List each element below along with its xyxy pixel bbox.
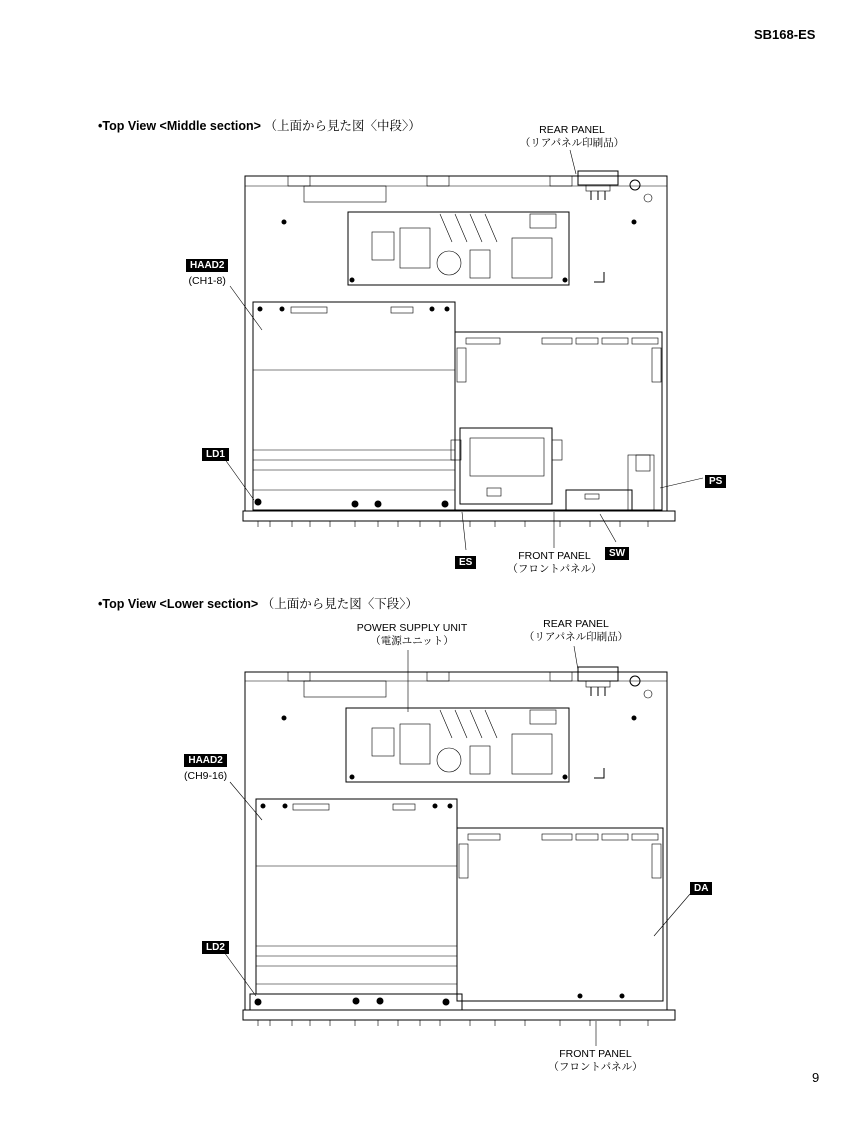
middle-rear-panel-leader: [570, 150, 576, 174]
lower-screw: [353, 998, 359, 1004]
middle-right-bracket: [652, 348, 661, 382]
lower-screw: [443, 999, 449, 1005]
middle-corner-mark: [594, 272, 604, 282]
lower-psu-relay: [530, 710, 556, 724]
lower-front-panel-text: FRONT PANEL: [559, 1048, 632, 1060]
middle-rear-connector: [578, 171, 618, 185]
middle-sw-tag: SW: [605, 547, 629, 560]
lower-da-connector: [542, 834, 572, 840]
middle-power-supply-board: [348, 212, 569, 285]
lower-chassis-outline: [245, 672, 667, 1010]
middle-screw: [445, 307, 449, 311]
lower-rear-connector-base: [586, 681, 610, 687]
lower-haad2-connector: [393, 804, 415, 810]
lower-rear-bracket: [550, 672, 572, 681]
middle-front-knobs: [258, 521, 648, 527]
lower-ld2-tag: LD2: [202, 941, 229, 954]
lower-rear-panel-leader: [574, 646, 578, 670]
lower-heading-japanese: （上面から見た図〈下段〉）: [261, 597, 418, 611]
lower-haad2-board: [256, 799, 457, 994]
lower-screw: [261, 804, 265, 808]
middle-screw: [258, 307, 262, 311]
middle-psu-round-cap: [437, 251, 461, 275]
middle-right-connector: [576, 338, 598, 344]
middle-front-panel-text-jp: （フロントパネル）: [507, 563, 602, 575]
lower-corner-mark: [594, 768, 604, 778]
middle-rear-bracket: [427, 176, 449, 186]
middle-es-board: [460, 428, 552, 504]
lower-da-tag: DA: [690, 882, 712, 895]
lower-front-knobs: [258, 1020, 648, 1026]
middle-screw: [352, 501, 358, 507]
lower-haad2-connector: [293, 804, 329, 810]
middle-ps-leader: [660, 478, 703, 488]
middle-screw: [430, 307, 434, 311]
middle-haad2-leader: [230, 286, 262, 330]
middle-es-bracket: [552, 440, 562, 460]
middle-psu-block: [512, 238, 552, 278]
lower-ld2-screw: [255, 999, 261, 1005]
middle-screw: [632, 220, 636, 224]
lower-rear-clip: [304, 681, 386, 697]
middle-haad2-channels: (CH1-8): [188, 275, 226, 287]
middle-right-board: [455, 332, 662, 510]
lower-haad2-channels: (CH9-16): [184, 770, 228, 782]
middle-ld1-tag: LD1: [202, 448, 229, 461]
middle-heading-japanese: （上面から見た図〈中段〉）: [264, 119, 421, 133]
lower-da-bracket: [652, 844, 661, 878]
lower-screw: [563, 775, 567, 779]
middle-psu-coil: [470, 250, 490, 278]
lower-psu-coil: [470, 746, 490, 774]
middle-rear-panel-text: REAR PANEL: [539, 124, 605, 136]
lower-screw: [578, 994, 582, 998]
middle-screw: [282, 220, 286, 224]
middle-es-module: [470, 438, 544, 476]
lower-ld2-leader: [224, 952, 256, 996]
lower-chassis-drawing: [224, 646, 690, 1046]
middle-ground-screw: [630, 180, 640, 190]
middle-chassis-drawing: [224, 150, 703, 550]
middle-rear-bracket: [550, 176, 572, 186]
lower-screw: [620, 994, 624, 998]
middle-screw: [442, 501, 448, 507]
middle-front-panel: [243, 511, 675, 521]
middle-right-connector: [466, 338, 500, 344]
middle-heading-title: •Top View <Middle section>: [98, 119, 261, 133]
page-number: 9: [812, 1070, 820, 1085]
middle-right-connector: [602, 338, 628, 344]
lower-screw: [350, 775, 354, 779]
middle-sw-connector: [585, 494, 599, 499]
lower-screw: [448, 804, 452, 808]
middle-sw-leader: [600, 514, 616, 542]
lower-rear-connector: [578, 667, 618, 681]
lower-rear-bracket: [288, 672, 310, 681]
lower-screw: [433, 804, 437, 808]
middle-screw: [563, 278, 567, 282]
lower-screw: [283, 804, 287, 808]
lower-da-leader: [654, 894, 690, 936]
middle-right-connector: [542, 338, 572, 344]
lower-psu-round-cap: [437, 748, 461, 772]
middle-front-panel-text: FRONT PANEL: [518, 550, 591, 562]
middle-rear-clip: [304, 186, 386, 202]
lower-psu-text: POWER SUPPLY UNIT: [356, 622, 468, 634]
middle-es-chip: [487, 488, 501, 496]
lower-da-connector: [632, 834, 658, 840]
lower-screw: [377, 998, 383, 1004]
middle-screw: [350, 278, 354, 282]
middle-ld1-leader: [224, 458, 254, 500]
middle-psu-transformer: [400, 228, 430, 268]
middle-sw-board: [566, 490, 632, 510]
lower-screw: [632, 716, 636, 720]
middle-haad2-connector: [391, 307, 413, 313]
middle-ld1-screw: [255, 499, 261, 505]
middle-ps-connector: [636, 455, 650, 471]
middle-haad2-tag: HAAD2: [186, 259, 228, 272]
lower-haad2-leader: [230, 782, 262, 820]
middle-haad2-connector: [291, 307, 327, 313]
lower-ground-mark: [644, 690, 652, 698]
middle-ground-mark: [644, 194, 652, 202]
middle-screw: [280, 307, 284, 311]
middle-rear-bracket: [288, 176, 310, 186]
middle-chassis-outline: [245, 176, 667, 511]
middle-right-bracket: [457, 348, 466, 382]
lower-da-connector: [468, 834, 500, 840]
lower-da-connector: [602, 834, 628, 840]
middle-psu-relay: [530, 214, 556, 228]
lower-psu-transformer: [400, 724, 430, 764]
lower-da-board: [457, 828, 663, 1001]
middle-screw: [375, 501, 381, 507]
document-id: SB168-ES: [754, 27, 816, 42]
lower-front-panel: [243, 1010, 675, 1020]
middle-right-connector: [632, 338, 658, 344]
lower-rear-bracket: [427, 672, 449, 681]
middle-haad2-board: [253, 302, 455, 510]
middle-es-leader: [462, 512, 466, 550]
lower-rear-panel-text: REAR PANEL: [543, 618, 609, 630]
lower-haad2-tag: HAAD2: [184, 754, 226, 767]
middle-es-tag: ES: [455, 556, 476, 569]
lower-screw: [282, 716, 286, 720]
lower-da-bracket: [459, 844, 468, 878]
lower-psu-block: [512, 734, 552, 774]
lower-psu-text-jp: （電源ユニット）: [370, 635, 454, 647]
lower-heading-title: •Top View <Lower section>: [98, 597, 259, 611]
lower-front-panel-text-jp: （フロントパネル）: [548, 1061, 643, 1073]
lower-power-supply-board: [346, 708, 569, 782]
middle-ps-tag: PS: [705, 475, 726, 488]
lower-da-connector: [576, 834, 598, 840]
lower-psu-capacitor: [372, 728, 394, 756]
middle-rear-panel-text-jp: （リアパネル印刷品）: [519, 137, 625, 149]
lower-rear-panel-text-jp: （リアパネル印刷品）: [523, 631, 629, 643]
lower-psu-heatsink: [440, 710, 497, 738]
middle-psu-capacitor: [372, 232, 394, 260]
middle-psu-heatsink: [440, 214, 497, 242]
